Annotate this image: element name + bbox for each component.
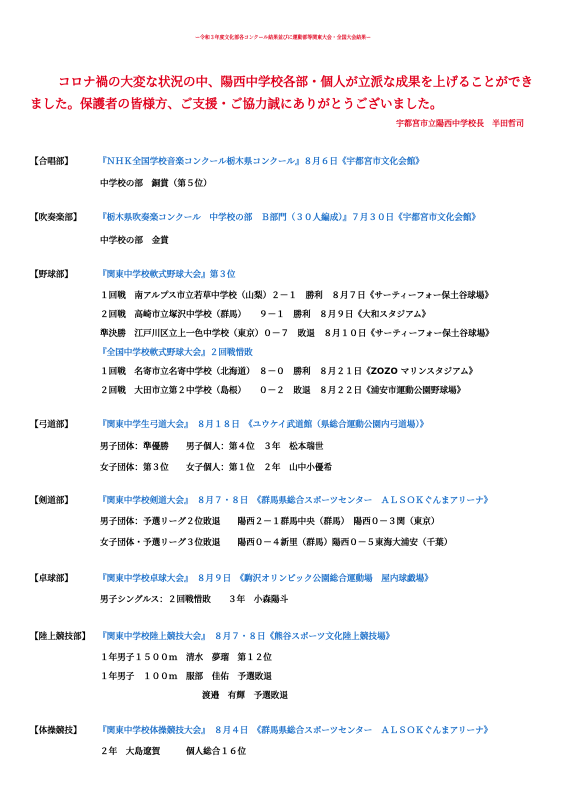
intro-line-1: コロナ禍の大変な状況の中、陽西中学校各部・個人が立派な成果を上げることができ (58, 74, 534, 89)
result-kendo-1: 男子団体：予選リーグ２位敗退 陽西２－１群馬中央（群馬） 陽西０－３関（東京） (100, 517, 440, 527)
event-title-baseball-national: 『全国中学校軟式野球大会』２回戦惜敗 (98, 348, 253, 358)
event-title-kendo: 『関東中学校剣道大会』 ８月７・８日 《群馬県総合スポーツセンター ＡＬＳＯＫぐんまアリーナ》 (98, 496, 493, 506)
principal-signature: 宇都宮市立陽西中学校長 半田哲司 (396, 119, 524, 128)
section-label-track: 【陸上競技部】 (30, 632, 91, 642)
section-label-tabletennis: 【卓球部】 (30, 574, 73, 584)
result-track-1: １年男子１５００ｍ 清水 夢瑠 第１２位 (100, 653, 272, 663)
result-baseball-kanto-1: １回戦 南アルプス市立若草中学校（山梨）２－１ 勝利 ８月７日《サーティーフォー保土谷球場》 (100, 291, 494, 301)
section-label-gymnastics: 【体操競技】 (30, 726, 82, 736)
event-title-tabletennis: 『関東中学校卓球大会』 ８月９日 《駒沢オリンピック公園総合運動場 屋内球戯場》 (98, 574, 433, 584)
result-kyudo-1: 男子団体：準優勝 男子個人：第４位 ３年 松本瑞世 (100, 442, 324, 452)
result-gymnastics-1: ２年 大島遼賀 個人総合１６位 (100, 747, 247, 757)
result-chorus-1: 中学校の部 銅賞（第５位） (100, 179, 212, 189)
section-label-brass: 【吹奏楽部】 (30, 213, 82, 223)
result-tabletennis-1: 男子シングルス：２回戦惜敗 ３年 小森陽斗 (100, 595, 289, 605)
result-baseball-kanto-2: ２回戦 高崎市立塚沢中学校（群馬） ９－１ 勝利 ８月９日《大和スタジアム》 (100, 310, 431, 320)
result-baseball-national-2: ２回戦 大田市立第２中学校（島根） ０－２ 敗退 ８月２２日《浦安市運動公園野球場》 (100, 386, 466, 396)
result-baseball-national-1: １回戦 名寄市立名寄中学校（北海道） ８－０ 勝利 ８月２１日《ZOZO マリンスタジアム》 (100, 367, 478, 377)
section-label-kendo: 【剣道部】 (30, 496, 73, 506)
result-track-2: １年男子 １００ｍ 服部 佳佑 予選敗退 (100, 672, 272, 682)
page-title: ー令和３年度文化部各コンクール結果並びに運動部等関東大会・全国大会結果ー (195, 35, 371, 41)
event-title-baseball-kanto: 『関東中学校軟式野球大会』第３位 (98, 270, 236, 280)
result-kendo-2: 女子団体・予選リーグ３位敗退 陽西０－４新里（群馬）陽西０－５東海大浦安（千葉） (100, 538, 453, 548)
result-track-3: 渡邉 有輝 予選敗退 (202, 691, 288, 701)
section-label-kyudo: 【弓道部】 (30, 420, 73, 430)
event-title-brass: 『栃木県吹奏楽コンクール 中学校の部 Ｂ部門（３０人編成）』７月３０日《宇都宮市文化会館》 (98, 213, 481, 223)
section-label-chorus: 【合唱部】 (30, 157, 73, 167)
event-title-gymnastics: 『関東中学校体操競技大会』 ８月４日 《群馬県総合スポーツセンター ＡＬＳＯＫぐんまアリーナ》 (98, 726, 493, 736)
result-baseball-kanto-3: 準決勝 江戸川区立上一色中学校（東京）０－７ 敗退 ８月１０日《サーティーフォー保土谷球場》 (100, 329, 494, 339)
result-kyudo-2: 女子団体：第３位 女子個人：第１位 ２年 山中小優希 (100, 463, 333, 473)
result-brass-1: 中学校の部 金賞 (100, 236, 169, 246)
intro-line-2: ました。保護者の皆様方、ご支援・ご協力誠にありがとうございました。 (30, 96, 443, 111)
section-label-baseball: 【野球部】 (30, 270, 73, 280)
event-title-track: 『関東中学校陸上競技大会』 ８月７・８日《熊谷スポーツ文化陸上競技場》 (98, 632, 395, 642)
event-title-chorus: 『ＮＨＫ全国学校音楽コンクール栃木県コンクール』８月６日《宇都宮市文化会館》 (98, 157, 424, 167)
event-title-kyudo: 『関東中学生弓道大会』 ８月１８日 《ユウケイ武道館（県総合運動公園内弓道場）》 (98, 420, 429, 430)
